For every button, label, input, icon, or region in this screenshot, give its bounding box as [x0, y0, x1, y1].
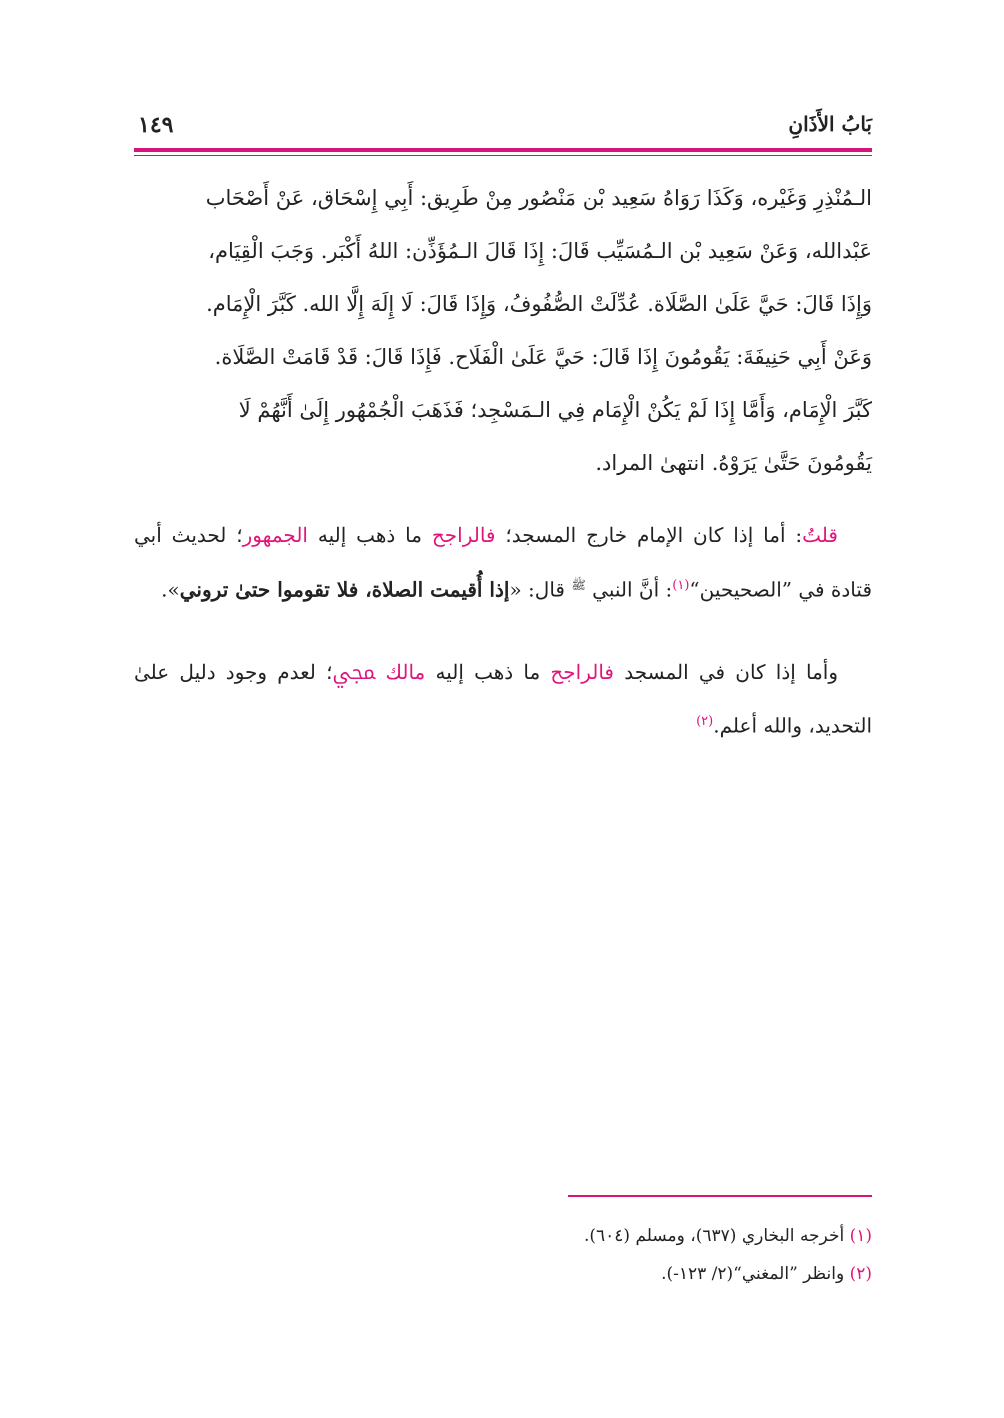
para1-text-1: : أما إذا كان الإمام خارج المسجد؛: [495, 523, 803, 547]
quoted-text-block: [134, 172, 872, 490]
footnote-number: (٢): [849, 1264, 872, 1284]
footnote-text: أخرجه البخاري (٦٣٧)، ومسلم (٦٠٤).: [583, 1226, 850, 1246]
footnote-ref-2[interactable]: (٢): [696, 713, 714, 729]
page-header: [134, 108, 872, 148]
para1-text-6: ».: [161, 577, 180, 602]
commentary-paragraph-1: [134, 510, 872, 615]
qult-label: قلتُ: [802, 523, 838, 547]
rajih-term: فالراجح: [550, 659, 614, 684]
footnote-text: وانظر ”المغني“(٢/ ١٢٣-).: [661, 1264, 850, 1284]
quote-line: عَبْدالله، وَعَنْ سَعِيد بْن الـمُسَيِّب قَالَ: إِذَا قَالَ الـمُؤَذِّن: اللهُ أَكْبَر. وَجَبَ الْقِيَام،: [208, 239, 872, 263]
footnote-1: [134, 1222, 872, 1250]
header-rule-thin: [134, 155, 872, 156]
para1-text-5: قال: «: [509, 577, 572, 602]
footnote-ref-1[interactable]: (١): [672, 578, 690, 593]
quote-line: الـمُنْذِرِ وَغَيْره، وَكَذَا رَوَاهُ سَعِيد بْن مَنْصُور مِنْ طَرِيق: أَبِي إِسْحَاق، عَنْ أَصْحَاب: [205, 186, 872, 210]
footnote-2: [134, 1260, 872, 1288]
page-content: [134, 172, 872, 750]
footnote-separator: [568, 1195, 872, 1197]
quote-line: وَعَنْ أَبِي حَنِيفَةَ: يَقُومُونَ إِذَا قَالَ: حَيَّ عَلَىٰ الْفَلَاح. فَإِذَا قَالَ: قَدْ قَامَتْ الصَّلَاة.: [214, 345, 872, 369]
footnote-number: (١): [849, 1226, 872, 1246]
footnotes: [134, 1222, 872, 1298]
para2-text-1: وأما إذا كان في المسجد: [614, 659, 839, 684]
rajih-term: فالراجح: [431, 523, 496, 547]
header-rule-thick: [134, 148, 872, 152]
para1-text-3: ؛ لحديث أبي قتادة في ”الصحيحين“: [134, 523, 872, 602]
para2-text-2: ما ذهب إليه: [425, 659, 551, 684]
chapter-title: بَابُ الأَذَانِ: [788, 112, 872, 136]
hadith-text: إذا أُقيمت الصلاة، فلا تقوموا حتىٰ تروني: [179, 577, 510, 602]
commentary-paragraph-2: [134, 647, 872, 751]
malik-name: مالك ﷀ: [332, 659, 426, 684]
salutation-glyph: ﷺ: [571, 578, 586, 592]
quote-line: كَبَّرَ الْإِمَام، وَأَمَّا إِذَا لَمْ يَكُنْ الْإِمَام فِي الـمَسْجِد؛ فَذَهَبَ الْجُمْهُور إِلَىٰ أَنَّهُمْ لَا: [238, 398, 872, 422]
para1-text-4: : أنَّ النبي: [585, 577, 673, 602]
para1-text-2: ما ذهب إليه: [307, 523, 432, 547]
quote-line: يَقُومُونَ حَتَّىٰ يَرَوْهُ. انتهىٰ المراد.: [595, 451, 872, 475]
quote-line: وَإِذَا قَالَ: حَيَّ عَلَىٰ الصَّلَاة. عُدِّلَتْ الصُّفُوفُ، وَإِذَا قَالَ: لَا إِلَهَ إِلَّا الله. كَبَّرَ الْإِمَام.: [206, 292, 872, 316]
para2-text-3: ؛ لعدم وجود دليل علىٰ التحديد، والله أعلم.: [134, 659, 872, 738]
page-number: ١٤٩: [138, 112, 174, 138]
jumhur-term: الجمهور: [242, 523, 308, 547]
